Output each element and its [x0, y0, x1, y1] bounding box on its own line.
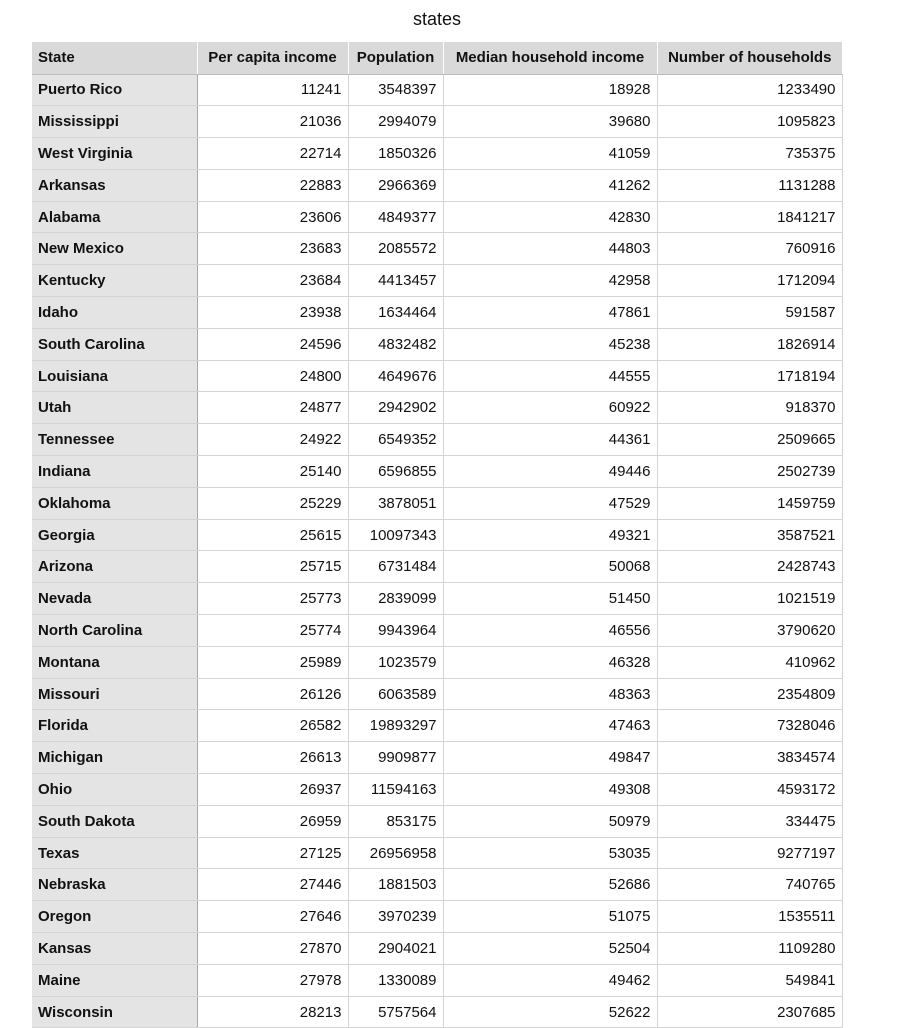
cell-median-household-income[interactable]: 44803 [443, 233, 657, 265]
cell-state[interactable]: Kentucky [32, 265, 197, 297]
cell-median-household-income[interactable]: 42830 [443, 201, 657, 233]
cell-number-of-households[interactable]: 2502739 [657, 456, 842, 488]
cell-per-capita-income[interactable]: 26937 [197, 774, 348, 806]
cell-per-capita-income[interactable]: 23938 [197, 297, 348, 329]
cell-number-of-households[interactable]: 410962 [657, 646, 842, 678]
cell-number-of-households[interactable]: 1712094 [657, 265, 842, 297]
cell-state[interactable]: South Carolina [32, 328, 197, 360]
cell-state[interactable]: Mississippi [32, 106, 197, 138]
cell-per-capita-income[interactable]: 26126 [197, 678, 348, 710]
cell-per-capita-income[interactable]: 21036 [197, 106, 348, 138]
column-header-number-of-households[interactable]: Number of households [657, 42, 842, 74]
cell-population[interactable]: 2966369 [348, 169, 443, 201]
cell-state[interactable]: Oklahoma [32, 487, 197, 519]
cell-median-household-income[interactable]: 52504 [443, 933, 657, 965]
cell-state[interactable]: Oregon [32, 901, 197, 933]
cell-population[interactable]: 4649676 [348, 360, 443, 392]
cell-median-household-income[interactable]: 49847 [443, 742, 657, 774]
cell-number-of-households[interactable]: 2428743 [657, 551, 842, 583]
cell-per-capita-income[interactable]: 27646 [197, 901, 348, 933]
cell-median-household-income[interactable]: 45238 [443, 328, 657, 360]
table-row [32, 487, 842, 519]
cell-population[interactable]: 1850326 [348, 138, 443, 170]
cell-per-capita-income[interactable]: 22714 [197, 138, 348, 170]
table-row [32, 774, 842, 806]
table-row [32, 742, 842, 774]
cell-population[interactable]: 1330089 [348, 964, 443, 996]
table-row [32, 551, 842, 583]
cell-number-of-households[interactable]: 735375 [657, 138, 842, 170]
cell-per-capita-income[interactable]: 27125 [197, 837, 348, 869]
table-row [32, 837, 842, 869]
cell-number-of-households[interactable]: 3834574 [657, 742, 842, 774]
cell-state[interactable]: Louisiana [32, 360, 197, 392]
cell-median-household-income[interactable]: 44555 [443, 360, 657, 392]
cell-per-capita-income[interactable]: 25715 [197, 551, 348, 583]
cell-median-household-income[interactable]: 39680 [443, 106, 657, 138]
table-row [32, 456, 842, 488]
cell-state[interactable]: Arkansas [32, 169, 197, 201]
cell-number-of-households[interactable]: 9277197 [657, 837, 842, 869]
cell-per-capita-income[interactable]: 26582 [197, 710, 348, 742]
cell-state[interactable]: New Mexico [32, 233, 197, 265]
cell-median-household-income[interactable]: 42958 [443, 265, 657, 297]
table-row [32, 265, 842, 297]
table-row [32, 201, 842, 233]
cell-median-household-income[interactable]: 60922 [443, 392, 657, 424]
cell-number-of-households[interactable]: 1131288 [657, 169, 842, 201]
table-row [32, 933, 842, 965]
cell-population[interactable]: 9943964 [348, 615, 443, 647]
table-row [32, 805, 842, 837]
cell-number-of-households[interactable]: 591587 [657, 297, 842, 329]
cell-median-household-income[interactable]: 51450 [443, 583, 657, 615]
column-header-median-household-income[interactable]: Median household income [443, 42, 657, 74]
table-row [32, 615, 842, 647]
cell-population[interactable]: 6596855 [348, 456, 443, 488]
cell-per-capita-income[interactable]: 25773 [197, 583, 348, 615]
cell-median-household-income[interactable]: 41059 [443, 138, 657, 170]
cell-state[interactable]: Michigan [32, 742, 197, 774]
cell-population[interactable]: 26956958 [348, 837, 443, 869]
column-header-population[interactable]: Population [348, 42, 443, 74]
cell-population[interactable]: 5757564 [348, 996, 443, 1028]
cell-per-capita-income[interactable]: 27870 [197, 933, 348, 965]
cell-per-capita-income[interactable]: 25989 [197, 646, 348, 678]
cell-number-of-households[interactable]: 2307685 [657, 996, 842, 1028]
cell-population[interactable]: 1023579 [348, 646, 443, 678]
cell-median-household-income[interactable]: 49446 [443, 456, 657, 488]
cell-median-household-income[interactable]: 41262 [443, 169, 657, 201]
table-row [32, 996, 842, 1028]
cell-state[interactable]: Idaho [32, 297, 197, 329]
table-row [32, 964, 842, 996]
cell-median-household-income[interactable]: 47463 [443, 710, 657, 742]
cell-per-capita-income[interactable]: 23684 [197, 265, 348, 297]
cell-median-household-income[interactable]: 49308 [443, 774, 657, 806]
cell-population[interactable]: 11594163 [348, 774, 443, 806]
cell-median-household-income[interactable]: 44361 [443, 424, 657, 456]
cell-state[interactable]: Wisconsin [32, 996, 197, 1028]
cell-median-household-income[interactable]: 48363 [443, 678, 657, 710]
cell-population[interactable]: 4413457 [348, 265, 443, 297]
table-row [32, 519, 842, 551]
cell-state[interactable]: Florida [32, 710, 197, 742]
cell-state[interactable]: Missouri [32, 678, 197, 710]
cell-per-capita-income[interactable]: 23683 [197, 233, 348, 265]
table-row [32, 901, 842, 933]
cell-median-household-income[interactable]: 50979 [443, 805, 657, 837]
cell-number-of-households[interactable]: 740765 [657, 869, 842, 901]
cell-state[interactable]: Ohio [32, 774, 197, 806]
cell-per-capita-income[interactable]: 25774 [197, 615, 348, 647]
cell-median-household-income[interactable]: 46328 [443, 646, 657, 678]
cell-number-of-households[interactable]: 334475 [657, 805, 842, 837]
cell-state[interactable]: South Dakota [32, 805, 197, 837]
column-header-state[interactable]: State [32, 42, 197, 74]
cell-state[interactable]: Georgia [32, 519, 197, 551]
table-row [32, 583, 842, 615]
table-row [32, 74, 842, 106]
cell-number-of-households[interactable]: 1841217 [657, 201, 842, 233]
cell-state[interactable]: Puerto Rico [32, 74, 197, 106]
cell-population[interactable]: 4849377 [348, 201, 443, 233]
cell-per-capita-income[interactable]: 24800 [197, 360, 348, 392]
cell-number-of-households[interactable]: 2509665 [657, 424, 842, 456]
cell-per-capita-income[interactable]: 22883 [197, 169, 348, 201]
header-row [32, 42, 842, 74]
table-row [32, 106, 842, 138]
cell-per-capita-income[interactable]: 23606 [197, 201, 348, 233]
cell-number-of-households[interactable]: 1535511 [657, 901, 842, 933]
cell-median-household-income[interactable]: 52686 [443, 869, 657, 901]
cell-number-of-households[interactable]: 760916 [657, 233, 842, 265]
cell-population[interactable]: 6731484 [348, 551, 443, 583]
cell-number-of-households[interactable]: 1459759 [657, 487, 842, 519]
cell-number-of-households[interactable]: 1109280 [657, 933, 842, 965]
cell-per-capita-income[interactable]: 24877 [197, 392, 348, 424]
cell-median-household-income[interactable]: 52622 [443, 996, 657, 1028]
cell-median-household-income[interactable]: 46556 [443, 615, 657, 647]
table-row [32, 360, 842, 392]
cell-number-of-households[interactable]: 3587521 [657, 519, 842, 551]
cell-population[interactable]: 2942902 [348, 392, 443, 424]
cell-population[interactable]: 6063589 [348, 678, 443, 710]
cell-median-household-income[interactable]: 47861 [443, 297, 657, 329]
cell-per-capita-income[interactable]: 27978 [197, 964, 348, 996]
table-body [32, 74, 842, 1028]
cell-population[interactable]: 3878051 [348, 487, 443, 519]
cell-number-of-households[interactable]: 1718194 [657, 360, 842, 392]
cell-population[interactable]: 2904021 [348, 933, 443, 965]
cell-state[interactable]: Arizona [32, 551, 197, 583]
cell-per-capita-income[interactable]: 25615 [197, 519, 348, 551]
cell-median-household-income[interactable]: 49321 [443, 519, 657, 551]
cell-population[interactable]: 9909877 [348, 742, 443, 774]
cell-state[interactable]: West Virginia [32, 138, 197, 170]
states-table [32, 42, 843, 1028]
table-row [32, 233, 842, 265]
cell-number-of-households[interactable]: 4593172 [657, 774, 842, 806]
cell-population[interactable]: 10097343 [348, 519, 443, 551]
cell-population[interactable]: 6549352 [348, 424, 443, 456]
cell-state[interactable]: Indiana [32, 456, 197, 488]
cell-per-capita-income[interactable]: 24922 [197, 424, 348, 456]
table-row [32, 297, 842, 329]
cell-number-of-households[interactable]: 1826914 [657, 328, 842, 360]
cell-per-capita-income[interactable]: 25229 [197, 487, 348, 519]
cell-state[interactable]: Tennessee [32, 424, 197, 456]
cell-number-of-households[interactable]: 549841 [657, 964, 842, 996]
table-row [32, 869, 842, 901]
cell-number-of-households[interactable]: 918370 [657, 392, 842, 424]
cell-per-capita-income[interactable]: 11241 [197, 74, 348, 106]
cell-number-of-households[interactable]: 1021519 [657, 583, 842, 615]
cell-state[interactable]: Utah [32, 392, 197, 424]
cell-state[interactable]: Texas [32, 837, 197, 869]
cell-number-of-households[interactable]: 2354809 [657, 678, 842, 710]
cell-per-capita-income[interactable]: 26613 [197, 742, 348, 774]
column-header-per-capita-income[interactable]: Per capita income [197, 42, 348, 74]
cell-median-household-income[interactable]: 53035 [443, 837, 657, 869]
cell-number-of-households[interactable]: 3790620 [657, 615, 842, 647]
cell-population[interactable]: 19893297 [348, 710, 443, 742]
table-row [32, 138, 842, 170]
cell-median-household-income[interactable]: 47529 [443, 487, 657, 519]
cell-population[interactable]: 2839099 [348, 583, 443, 615]
cell-number-of-households[interactable]: 1095823 [657, 106, 842, 138]
cell-per-capita-income[interactable]: 28213 [197, 996, 348, 1028]
cell-median-household-income[interactable]: 49462 [443, 964, 657, 996]
cell-state[interactable]: Alabama [32, 201, 197, 233]
cell-per-capita-income[interactable]: 27446 [197, 869, 348, 901]
table-row [32, 646, 842, 678]
cell-number-of-households[interactable]: 1233490 [657, 74, 842, 106]
cell-median-household-income[interactable]: 51075 [443, 901, 657, 933]
cell-median-household-income[interactable]: 18928 [443, 74, 657, 106]
cell-population[interactable]: 2085572 [348, 233, 443, 265]
cell-population[interactable]: 853175 [348, 805, 443, 837]
cell-population[interactable]: 2994079 [348, 106, 443, 138]
cell-state[interactable]: Nevada [32, 583, 197, 615]
table-row [32, 169, 842, 201]
cell-population[interactable]: 1881503 [348, 869, 443, 901]
cell-population[interactable]: 3548397 [348, 74, 443, 106]
cell-median-household-income[interactable]: 50068 [443, 551, 657, 583]
cell-state[interactable]: Montana [32, 646, 197, 678]
cell-state[interactable]: Maine [32, 964, 197, 996]
cell-per-capita-income[interactable]: 25140 [197, 456, 348, 488]
cell-per-capita-income[interactable]: 26959 [197, 805, 348, 837]
cell-population[interactable]: 1634464 [348, 297, 443, 329]
table-row [32, 710, 842, 742]
cell-population[interactable]: 3970239 [348, 901, 443, 933]
sheet-title: states [412, 9, 462, 29]
cell-number-of-households[interactable]: 7328046 [657, 710, 842, 742]
cell-state[interactable]: North Carolina [32, 615, 197, 647]
cell-state[interactable]: Kansas [32, 933, 197, 965]
table-row [32, 328, 842, 360]
table-row [32, 392, 842, 424]
cell-per-capita-income[interactable]: 24596 [197, 328, 348, 360]
cell-population[interactable]: 4832482 [348, 328, 443, 360]
table-row [32, 678, 842, 710]
cell-state[interactable]: Nebraska [32, 869, 197, 901]
table-row [32, 424, 842, 456]
